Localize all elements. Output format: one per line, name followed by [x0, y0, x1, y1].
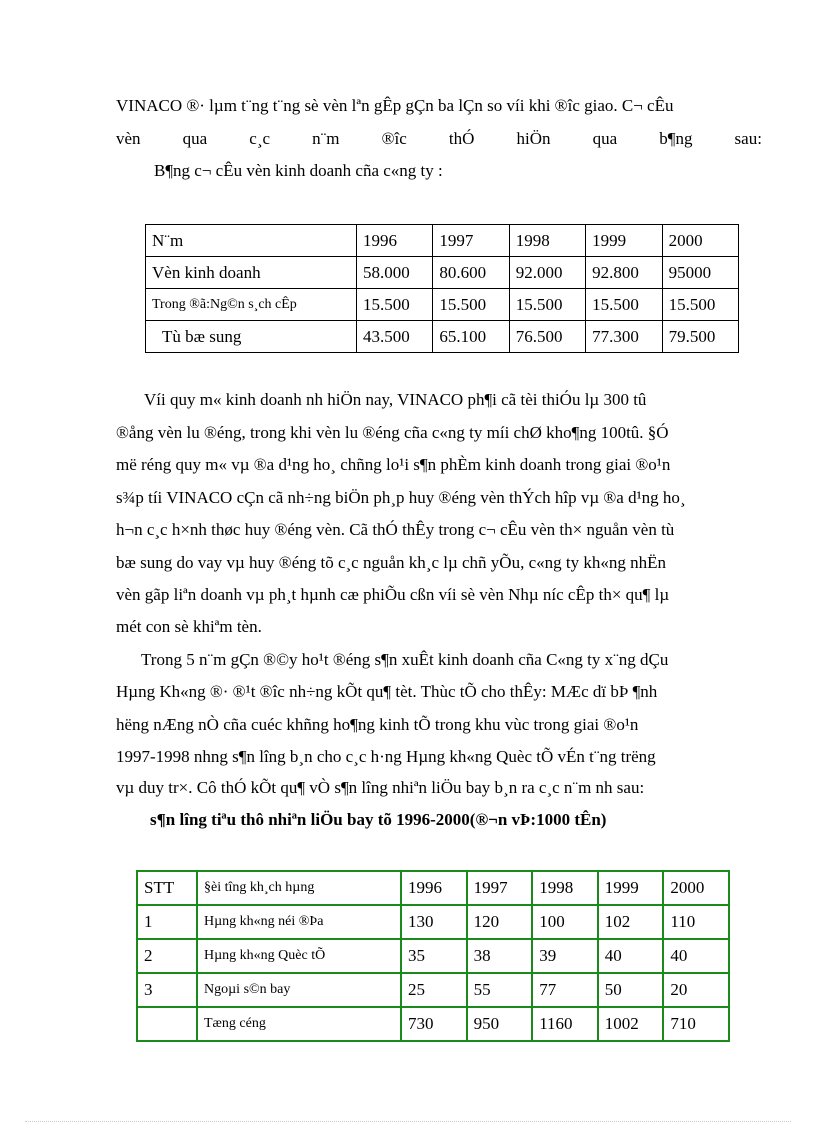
table-cell: 730: [401, 1007, 467, 1041]
para2-line: Trong 5 n¨m gÇn ®©y ho¹t ®éng s¶n xuÊt kinh doanh cña C«ng ty x¨ng dÇu: [141, 650, 669, 669]
table-header-row: [146, 225, 739, 257]
table-row: [146, 321, 739, 353]
table-cell: 35: [401, 939, 467, 973]
table-cell: 1999: [598, 871, 664, 905]
intro-word: sau:: [734, 129, 762, 148]
table-cell: 77: [532, 973, 598, 1007]
table-row: [137, 1007, 729, 1041]
table-cell: Tù bæ sung: [146, 321, 357, 353]
para2-line: vµ duy tr×. Cô thÓ kÕt qu¶ vÒ s¶n lîng nhiªn liÖu bay b¸n ra c¸c n¨m nh sau:: [116, 778, 645, 797]
para1-line: vèn gãp liªn doanh vµ ph¸t hµnh cæ phiÕu cßn víi sè vèn Nhµ níc cÊp th× qu¶ lµ: [116, 585, 670, 604]
table-cell: 1997: [467, 871, 533, 905]
para1-line: bæ sung do vay vµ huy ®éng tõ c¸c nguån kh¸c lµ chñ yÕu, c«ng ty kh«ng nhËn: [116, 553, 666, 572]
para2-line: hëng nÆng nÒ cña cuéc khñng ho¶ng kinh tÕ trong khu vùc trong giai ®o¹n: [116, 715, 639, 734]
table-cell: 95000: [662, 257, 738, 289]
intro-word: ®îc: [381, 129, 407, 148]
table-cell: 50: [598, 973, 664, 1007]
table-cell: N¨m: [146, 225, 357, 257]
capital-structure-table: [145, 224, 739, 353]
table-cell: §èi tîng kh¸ch hµng: [197, 871, 401, 905]
table-cell: 20: [663, 973, 729, 1007]
table-cell: STT: [137, 871, 197, 905]
table-cell: Trong ®ã:Ng©n s¸ch cÊp: [146, 289, 357, 321]
table-row: [137, 939, 729, 973]
intro-word: b¶ng: [659, 129, 693, 148]
intro-word: hiÖn: [516, 129, 551, 148]
para1-line: h¬n c¸c h×nh thøc huy ®éng vèn. Cã thÓ thÊy trong c¬ cÊu vèn th× nguån vèn tù: [116, 520, 675, 539]
table-cell: 2000: [663, 871, 729, 905]
table-row: [137, 973, 729, 1007]
table-cell: Vèn kinh doanh: [146, 257, 357, 289]
para1-line: mét con sè khiªm tèn.: [116, 617, 262, 636]
table-cell: 80.600: [433, 257, 509, 289]
intro-word: vèn: [116, 129, 141, 148]
table-cell: 1998: [532, 871, 598, 905]
table1-caption: B¶ng c¬ cÊu vèn kinh doanh cña c«ng ty :: [154, 161, 443, 180]
table-cell: [137, 1007, 197, 1041]
table-header-row: [137, 871, 729, 905]
table-cell: 79.500: [662, 321, 738, 353]
para2-line: Hµng Kh«ng ®· ®¹t ®îc nh÷ng kÕt qu¶ tèt. Thùc tÕ cho thÊy: MÆc dï bÞ ¶nh: [116, 682, 658, 701]
table2-caption: s¶n lîng tiªu thô nhiªn liÖu bay tõ 1996-2000(®¬n vÞ:1000 tÊn): [150, 810, 607, 829]
table-cell: 1996: [401, 871, 467, 905]
table-cell: 40: [663, 939, 729, 973]
table-cell: Ngoµi s©n bay: [197, 973, 401, 1007]
table-cell: 130: [401, 905, 467, 939]
table-cell: Hµng kh«ng Quèc tÕ: [197, 939, 401, 973]
intro-line-2: [116, 128, 762, 150]
table-cell: 102: [598, 905, 664, 939]
table-cell: 3: [137, 973, 197, 1007]
intro-word: c¸c: [249, 129, 271, 148]
para1-line: Víi quy m« kinh doanh nh hiÖn nay, VINACO ph¶i cã tèi thiÓu lµ 300 tû: [144, 390, 647, 409]
intro-word: n¨m: [312, 129, 340, 148]
table-cell: 1002: [598, 1007, 664, 1041]
intro-word: qua: [182, 129, 208, 148]
table-cell: 1999: [586, 225, 662, 257]
table-row: [146, 289, 739, 321]
para1-line: ®ång vèn lu ®éng, trong khi vèn lu ®éng cña c«ng ty míi chØ kho¶ng 100tû. §Ó: [116, 423, 669, 442]
table-cell: 38: [467, 939, 533, 973]
table-cell: 55: [467, 973, 533, 1007]
table-cell: Hµng kh«ng néi ®Þa: [197, 905, 401, 939]
table-cell: 92.800: [586, 257, 662, 289]
table-cell: 1996: [357, 225, 433, 257]
intro-word: thÓ: [448, 129, 475, 148]
table-row: [146, 257, 739, 289]
table-cell: 15.500: [509, 289, 585, 321]
table-cell: 25: [401, 973, 467, 1007]
table-cell: 2000: [662, 225, 738, 257]
table-cell: 92.000: [509, 257, 585, 289]
table-cell: 1997: [433, 225, 509, 257]
para2-line: 1997-1998 nhng s¶n lîng b¸n cho c¸c h·ng Hµng kh«ng Quèc tÕ vÉn t¨ng trëng: [116, 747, 656, 766]
table-cell: 100: [532, 905, 598, 939]
fuel-sales-table: [136, 870, 730, 1042]
table-cell: 2: [137, 939, 197, 973]
table-cell: 1: [137, 905, 197, 939]
table-row: [137, 905, 729, 939]
para1-line: s¾p tíi VINACO cÇn cã nh÷ng biÖn ph¸p huy ®éng vèn thÝch hîp vµ ®a d¹ng ho¸: [116, 488, 686, 507]
table-cell: 15.500: [662, 289, 738, 321]
table-cell: 1998: [509, 225, 585, 257]
table-cell: 58.000: [357, 257, 433, 289]
intro-word: qua: [592, 129, 618, 148]
table-cell: 65.100: [433, 321, 509, 353]
table-cell: Tæng céng: [197, 1007, 401, 1041]
table-cell: 15.500: [357, 289, 433, 321]
table-cell: 40: [598, 939, 664, 973]
table-cell: 110: [663, 905, 729, 939]
table-cell: 120: [467, 905, 533, 939]
table-cell: 15.500: [433, 289, 509, 321]
para1-line: më réng quy m« vµ ®a d¹ng ho¸ chñng lo¹i s¶n phÈm kinh doanh trong giai ®o¹n: [116, 455, 671, 474]
intro-line-1: VINACO ®· lµm t¨ng t¨ng sè vèn lªn gÊp gÇn ba lÇn so víi khi ®îc giao. C¬ cÊu: [116, 96, 674, 115]
table-cell: 710: [663, 1007, 729, 1041]
table-cell: 15.500: [586, 289, 662, 321]
table-cell: 1160: [532, 1007, 598, 1041]
table-cell: 43.500: [357, 321, 433, 353]
table-cell: 77.300: [586, 321, 662, 353]
page-bottom-rule: [25, 1121, 791, 1122]
table-cell: 950: [467, 1007, 533, 1041]
table-cell: 76.500: [509, 321, 585, 353]
table-cell: 39: [532, 939, 598, 973]
